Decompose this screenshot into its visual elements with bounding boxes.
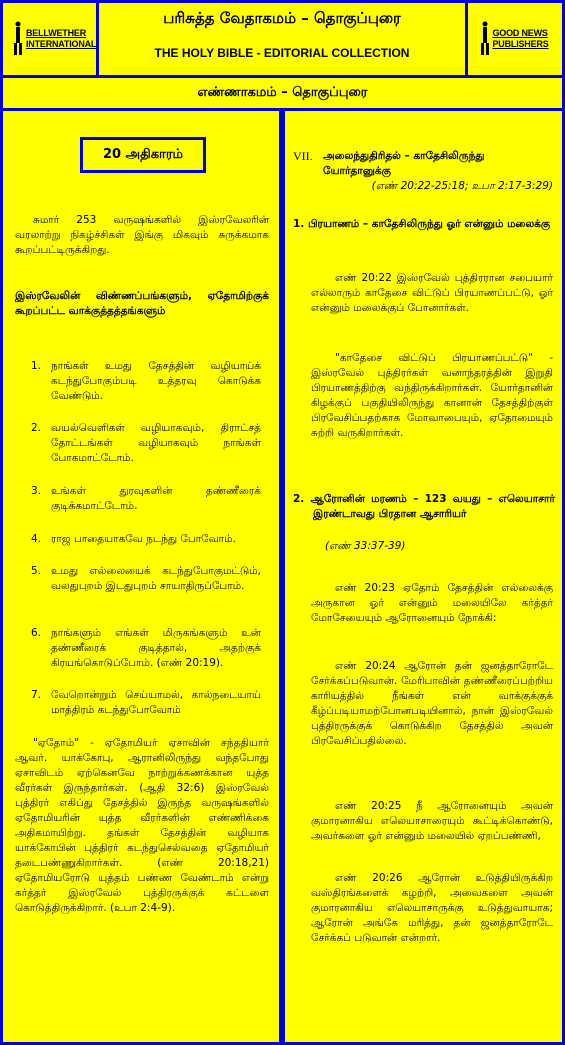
subheader: எண்ணாகமம் – தொகுப்புரை: [3, 78, 562, 108]
subsection2-reference: (எண் 33:37-39): [325, 540, 406, 552]
kadesh-paragraph: "காதேசை விட்டுப் பிரயாணப்பட்டு" - இஸ்ரவேல் புத்திரர்கள் வனாந்தரத்தின் இறுதி பிரயாணத்திற்கு வந்திருக்கிறார்கள். யோர்தானின் கிழக்குப் பகுதியிலிருந்து கானான் தேசத்திற்குள் பிரவேசிப்பதற்காக மோவாபையும், ஏதோமையும் சுற்றி வருகிறார்கள்.: [311, 352, 553, 439]
right-column: [285, 111, 562, 1042]
right-logo-box: [468, 3, 562, 75]
section-title: அலைந்துதிரிதல் – காதேசிலிருந்து யோர்தானுக்கு: [323, 150, 485, 177]
figure-icon: [13, 21, 23, 57]
edom-paragraph: "ஏதோம்" - ஏதோமியர் ஏசாவின் சந்ததியார் ஆவர். யாக்கோபு, ஆரானிலிருந்து வந்தபோது ஏசாவிடம் ஏற்கெனவே நாற்றுக்கணக்கான யுத்த வீரர்கள் இருந்தார்கள். (ஆதி 32:6) இஸ்ரவேல் புத்திரர் எகிப்து தேசத்தில் இருந்த வருஷங்களில் ஏதோமியரின் யுத்த வீரர்களின் எண்ணிக்கை அதிகமாயிற்று. தங்கள் தேசத்தின் வழியாக யாக்கோபின் புத்திரர் கடந்துசெல்வதை ஏதோமியர் தடைபண்ணுகிறார்கள். (எண் 20:18,21) ஏதோமியரோடு யுத்தம் பண்ண வேண்டாம் என்று கர்த்தர் இஸ்ரவேல் புத்திரருக்குக் கட்டளை கொடுத்திருக்கிறார். (உபா 2:4-9).: [15, 737, 269, 914]
requests-heading: இஸ்ரவேலின் விண்ணப்பங்களும், ஏதோமிற்குக் கூறப்பட்ட வாக்குத்தத்தங்களும்: [15, 290, 269, 317]
right-logo-text: GOOD NEWS PUBLISHERS: [492, 28, 549, 49]
intro-paragraph: சுமார் 253 வருஷங்களில் இஸ்ரவேலரின் வரலாற்று நிகழ்ச்சிகள் இங்கு மிகவும் சுருக்கமாக கூறப்பட்டிருக்கிறது.: [15, 214, 269, 256]
verse-20-26: எண் 20:26 ஆரோன் உடுத்தியிருக்கிற வஸ்திரங்களைக் கழற்றி, அவைகளை அவன் குமாரனாகிய எலெயாசாருக்கு உடுத்துவாயாக; ஆரோன் அங்கே மரித்து, தன் ஜனத்தாரோடே சேர்க்கப் படுவான் என்றார்.: [311, 872, 553, 944]
section-number: VII.: [293, 149, 313, 163]
subsection1-heading: 1. பிரயாணம் – காதேசிலிருந்து ஓர் என்னும் மலைக்கு: [293, 218, 551, 230]
verse-20-25: எண் 20:25 நீ ஆரோனையும் அவன் குமாரனாகிய எலெயாசாரையும் கூட்டிக்கொண்டு, அவர்களை ஓர் என்னும் மலையில் ஏறப்பண்ணி,: [311, 800, 553, 842]
left-column: 20 அதிகாரம் சுமார் 253 வருஷங்களில் இஸ்ரவேலரின் வரலாற்று நிகழ்ச்சிகள் இங்கு மிகவும் சுருக்கமாக கூறப்பட்டிருக்கிறது. இஸ்ரவேலின் விண்ணப்பங்களும், ஏதோமிற்குக் கூறப்பட்ட வாக்குத்தத்தங்களும் 1. நாங்கள் உமது தேசத்தின் வழியாய்க் கடந்துபோகும்படி உத்தரவு கொடுக்க வேண்டும். 2. வயல்வெளிகள் வழியாகவும், திராட்சத் தோட்டங்கள் வழியாகவும் நாங்கள் போகமாட்டோம். 3. உங்கள் துரவுகளின் தண்ணீரைக் குடிக்கமாட்டோம். 4. ராஜ பாதையாகவே நடந்து போவோம். 5. உமது எல்லையைக் கடந்துபோகுமட்டும், வலதுபுறம் இடதுபுறம் சாயாதிருப்போம். 6. நாங்களும் எங்கள் மிருகங்களும் உன் தண்ணீரைக் குடித்தால், அதற்குக் கிரயங்கொடுப்போம். (எண் 20:19). 7. வேறொன்றும் செய்யாமல், கால்நடையாய் மாத்திரம் கடந்துபோவோம் "ஏதோம்" - ஏதோமியர் ஏசாவின் சந்ததியார் ஆவர். யாக்கோபு, ஆரானிலிருந்து வந்தபோது ஏசாவிடம் ஏற்கெனவே நாற்றுக்கணக்கான யுத்த வீரர்கள் இருந்தார்கள். (ஆதி 32:6) இஸ்ரவேல் புத்திரர் எகிப்து தேசத்தில் இருந்த வருஷங்களில் ஏதோமியரின் யுத்த வீரர்களின் எண்ணிக்கை அதிகமாயிற்று. தங்கள் தேசத்தின் வழியாக யாக்கோபின் புத்திரர் கடந்துசெல்வதை ஏதோமியர் தடைபண்ணுகிறார்கள். (எண் 20:18,21) ஏதோமியரோடு யுத்தம் பண்ண வேண்டாம் என்று கர்த்தர் இஸ்ரவேல் புத்திரருக்குக் கட்டளை கொடுத்திருக்கிறார். (உபா 2:4-9).: [3, 111, 279, 1042]
subsection2-heading: 2. ஆரோனின் மரணம் – 123 வயது – எலெயாசார் இரண்டாவது பிரதான ஆசாரியர்: [293, 493, 555, 520]
left-logo-box: [3, 3, 96, 75]
left-logo-text: BELLWETHER INTERNATIONAL: [26, 28, 97, 49]
section-reference: (எண் 20:22-25:18; உபா 2:17-3:29): [371, 180, 553, 192]
figure-icon: [480, 21, 490, 57]
verse-20-23: எண் 20:23 ஏதோம் தேசத்தின் எல்லைக்கு அருகான ஓர் என்னும் மலையிலே கர்த்தர் மோசேயையும் ஆரோனையும் நோக்கி:: [311, 582, 553, 624]
title-english: THE HOLY BIBLE - EDITORIAL COLLECTION: [154, 46, 410, 60]
chapter-box: 20 அதிகாரம்: [80, 137, 206, 173]
verse-20-22: எண் 20:22 இஸ்ரவேல் புத்திரரான சபையார் எல்லாரும் காதேசை விட்டுப் பிரயாணப்பட்டு, ஓர் என்னும் மலைக்குப் போனார்கள்.: [311, 272, 553, 314]
title-tamil: பரிசுத்த வேதாகமம் – தொகுப்புரை: [163, 9, 401, 27]
header-title-box: [99, 3, 465, 75]
verse-20-24: எண் 20:24 ஆரோன் தன் ஜனத்தாரோடே சேர்க்கப்படுவான். மேரிபாவின் தண்ணீரைப்பற்றிய காரியத்தில் நீங்கள் என் வாக்குக்குக் கீழ்ப்படியாமற்போனபடியினால், நான் இஸ்ரவேல் புத்திரருக்குக் கொடுக்கிற தேசத்தில் அவன் பிரவேசிப்பதில்லை.: [311, 660, 553, 747]
